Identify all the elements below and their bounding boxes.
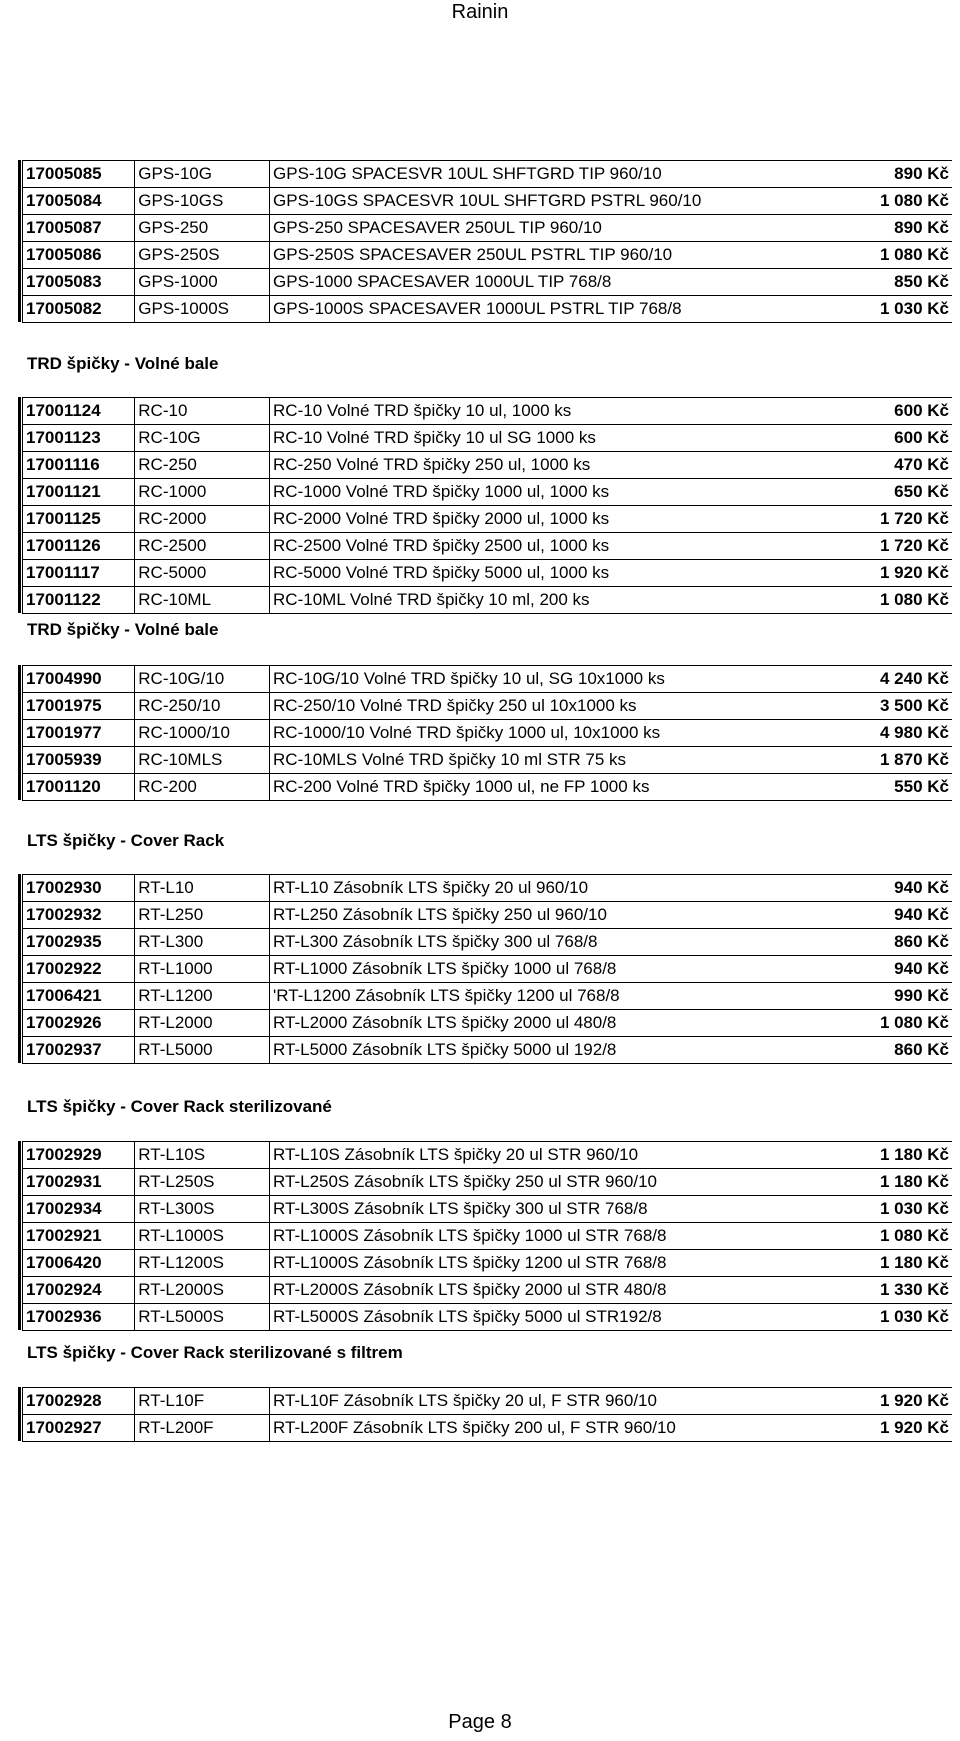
section-title: TRD špičky - Volné bale <box>27 620 219 639</box>
item-description: GPS-10G SPACESVR 10UL SHFTGRD TIP 960/10 <box>270 161 843 188</box>
table-left-rule <box>18 397 26 613</box>
catalog-number: RC-250/10 <box>135 693 270 720</box>
table-row <box>23 452 953 479</box>
item-description: RT-L5000 Zásobník LTS špičky 5000 ul 192/8 <box>270 1037 843 1064</box>
price-table <box>22 397 952 614</box>
item-code: 17002934 <box>23 1196 135 1223</box>
item-code: 17002931 <box>23 1169 135 1196</box>
item-price: 890 Kč <box>843 215 952 242</box>
item-code: 17001126 <box>23 533 135 560</box>
item-price: 1 870 Kč <box>843 747 952 774</box>
table-row <box>23 902 953 929</box>
item-description: RT-L1000 Zásobník LTS špičky 1000 ul 768/8 <box>270 956 843 983</box>
item-price: 1 030 Kč <box>843 296 952 323</box>
item-price: 1 030 Kč <box>843 1304 952 1331</box>
item-description: RT-L1000S Zásobník LTS špičky 1200 ul STR 768/8 <box>270 1250 843 1277</box>
item-code: 17002926 <box>23 1010 135 1037</box>
item-code: 17002927 <box>23 1415 135 1442</box>
catalog-number: RT-L1000S <box>135 1223 270 1250</box>
item-price: 1 920 Kč <box>843 1388 952 1415</box>
item-code: 17001116 <box>23 452 135 479</box>
table-row <box>23 1169 953 1196</box>
item-description: RC-200 Volné TRD špičky 1000 ul, ne FP 1000 ks <box>270 774 843 801</box>
table-row <box>23 666 953 693</box>
item-price: 860 Kč <box>843 1037 952 1064</box>
item-code: 17005086 <box>23 242 135 269</box>
section-title: TRD špičky - Volné bale <box>27 354 219 373</box>
item-code: 17002929 <box>23 1142 135 1169</box>
table-row <box>23 1142 953 1169</box>
item-description: RC-10ML Volné TRD špičky 10 ml, 200 ks <box>270 587 843 614</box>
page-header: Rainin <box>451 1 509 23</box>
item-price: 860 Kč <box>843 929 952 956</box>
table-row <box>23 398 953 425</box>
item-description: 'RT-L1200 Zásobník LTS špičky 1200 ul 768/8 <box>270 983 843 1010</box>
item-price: 1 080 Kč <box>843 1223 952 1250</box>
item-price: 1 920 Kč <box>843 1415 952 1442</box>
table-row <box>23 875 953 902</box>
item-code: 17005939 <box>23 747 135 774</box>
catalog-number: RT-L1200S <box>135 1250 270 1277</box>
section-title: LTS špičky - Cover Rack sterilizované s filtrem <box>27 1343 403 1362</box>
item-description: RT-L250S Zásobník LTS špičky 250 ul STR 960/10 <box>270 1169 843 1196</box>
catalog-number: GPS-10G <box>135 161 270 188</box>
item-price: 1 080 Kč <box>843 188 952 215</box>
price-table <box>22 1387 952 1442</box>
table-row <box>23 1277 953 1304</box>
item-description: GPS-10GS SPACESVR 10UL SHFTGRD PSTRL 960/10 <box>270 188 843 215</box>
catalog-number: RC-200 <box>135 774 270 801</box>
price-table <box>22 665 952 801</box>
item-description: RC-2500 Volné TRD špičky 2500 ul, 1000 ks <box>270 533 843 560</box>
table-row <box>23 1196 953 1223</box>
table-row <box>23 929 953 956</box>
item-description: RT-L2000 Zásobník LTS špičky 2000 ul 480/8 <box>270 1010 843 1037</box>
catalog-number: RT-L250S <box>135 1169 270 1196</box>
catalog-number: RC-10 <box>135 398 270 425</box>
item-price: 1 720 Kč <box>843 506 952 533</box>
table-left-rule <box>18 665 26 800</box>
table-row <box>23 269 953 296</box>
item-price: 940 Kč <box>843 956 952 983</box>
catalog-number: RC-1000 <box>135 479 270 506</box>
catalog-number: RT-L2000S <box>135 1277 270 1304</box>
table-left-rule <box>18 1387 26 1441</box>
item-description: RT-L1000S Zásobník LTS špičky 1000 ul STR 768/8 <box>270 1223 843 1250</box>
item-description: RC-250/10 Volné TRD špičky 250 ul 10x1000 ks <box>270 693 843 720</box>
item-price: 1 180 Kč <box>843 1250 952 1277</box>
table-row <box>23 296 953 323</box>
item-price: 600 Kč <box>843 398 952 425</box>
catalog-number: RC-10ML <box>135 587 270 614</box>
catalog-number: GPS-1000 <box>135 269 270 296</box>
item-code: 17002930 <box>23 875 135 902</box>
item-price: 4 980 Kč <box>843 720 952 747</box>
item-description: GPS-1000 SPACESAVER 1000UL TIP 768/8 <box>270 269 843 296</box>
table-row <box>23 693 953 720</box>
section-title: LTS špičky - Cover Rack sterilizované <box>27 1097 332 1116</box>
table-row <box>23 774 953 801</box>
table-row <box>23 479 953 506</box>
catalog-number: RC-5000 <box>135 560 270 587</box>
item-description: RC-2000 Volné TRD špičky 2000 ul, 1000 ks <box>270 506 843 533</box>
table-row <box>23 587 953 614</box>
catalog-number: RT-L10S <box>135 1142 270 1169</box>
item-description: RT-L250 Zásobník LTS špičky 250 ul 960/10 <box>270 902 843 929</box>
catalog-number: RC-10G <box>135 425 270 452</box>
item-description: GPS-250S SPACESAVER 250UL PSTRL TIP 960/10 <box>270 242 843 269</box>
table-row <box>23 215 953 242</box>
item-code: 17005083 <box>23 269 135 296</box>
item-code: 17001975 <box>23 693 135 720</box>
item-description: RC-1000/10 Volné TRD špičky 1000 ul, 10x1000 ks <box>270 720 843 747</box>
item-description: RT-L5000S Zásobník LTS špičky 5000 ul STR192/8 <box>270 1304 843 1331</box>
item-price: 1 920 Kč <box>843 560 952 587</box>
catalog-number: GPS-10GS <box>135 188 270 215</box>
table-row <box>23 188 953 215</box>
item-price: 4 240 Kč <box>843 666 952 693</box>
item-price: 1 080 Kč <box>843 242 952 269</box>
item-description: RC-250 Volné TRD špičky 250 ul, 1000 ks <box>270 452 843 479</box>
table-left-rule <box>18 1141 26 1330</box>
item-description: RT-L10S Zásobník LTS špičky 20 ul STR 960/10 <box>270 1142 843 1169</box>
item-price: 1 080 Kč <box>843 1010 952 1037</box>
table-row <box>23 560 953 587</box>
item-price: 1 180 Kč <box>843 1142 952 1169</box>
catalog-number: RT-L2000 <box>135 1010 270 1037</box>
table-row <box>23 161 953 188</box>
item-code: 17006421 <box>23 983 135 1010</box>
table-row <box>23 533 953 560</box>
item-description: GPS-250 SPACESAVER 250UL TIP 960/10 <box>270 215 843 242</box>
item-price: 1 180 Kč <box>843 1169 952 1196</box>
table-row <box>23 1388 953 1415</box>
table-row <box>23 1037 953 1064</box>
catalog-number: GPS-1000S <box>135 296 270 323</box>
catalog-number: RC-2000 <box>135 506 270 533</box>
table-row <box>23 720 953 747</box>
table-row <box>23 242 953 269</box>
item-price: 1 330 Kč <box>843 1277 952 1304</box>
item-code: 17005084 <box>23 188 135 215</box>
item-code: 17002928 <box>23 1388 135 1415</box>
item-code: 17002935 <box>23 929 135 956</box>
item-code: 17005085 <box>23 161 135 188</box>
item-price: 940 Kč <box>843 875 952 902</box>
catalog-number: RC-2500 <box>135 533 270 560</box>
table-row <box>23 1304 953 1331</box>
item-code: 17001124 <box>23 398 135 425</box>
item-description: RC-10 Volné TRD špičky 10 ul SG 1000 ks <box>270 425 843 452</box>
catalog-number: RC-10MLS <box>135 747 270 774</box>
table-row <box>23 956 953 983</box>
item-price: 1 720 Kč <box>843 533 952 560</box>
item-code: 17002922 <box>23 956 135 983</box>
item-price: 1 080 Kč <box>843 587 952 614</box>
item-price: 470 Kč <box>843 452 952 479</box>
table-row <box>23 983 953 1010</box>
item-price: 890 Kč <box>843 161 952 188</box>
item-code: 17002937 <box>23 1037 135 1064</box>
item-price: 550 Kč <box>843 774 952 801</box>
catalog-number: RT-L250 <box>135 902 270 929</box>
item-code: 17004990 <box>23 666 135 693</box>
item-code: 17001122 <box>23 587 135 614</box>
item-description: RC-10 Volné TRD špičky 10 ul, 1000 ks <box>270 398 843 425</box>
item-code: 17005082 <box>23 296 135 323</box>
item-description: GPS-1000S SPACESAVER 1000UL PSTRL TIP 768/8 <box>270 296 843 323</box>
price-table <box>22 160 952 323</box>
catalog-number: RC-10G/10 <box>135 666 270 693</box>
price-table <box>22 874 952 1064</box>
catalog-number: RT-L10F <box>135 1388 270 1415</box>
item-code: 17006420 <box>23 1250 135 1277</box>
item-code: 17002932 <box>23 902 135 929</box>
catalog-number: RT-L5000S <box>135 1304 270 1331</box>
item-code: 17001977 <box>23 720 135 747</box>
catalog-number: GPS-250 <box>135 215 270 242</box>
catalog-number: RC-250 <box>135 452 270 479</box>
item-description: RC-5000 Volné TRD špičky 5000 ul, 1000 ks <box>270 560 843 587</box>
item-code: 17001123 <box>23 425 135 452</box>
item-code: 17001121 <box>23 479 135 506</box>
table-row <box>23 1010 953 1037</box>
catalog-number: RT-L300S <box>135 1196 270 1223</box>
catalog-number: RT-L1200 <box>135 983 270 1010</box>
item-code: 17001117 <box>23 560 135 587</box>
item-description: RT-L10F Zásobník LTS špičky 20 ul, F STR 960/10 <box>270 1388 843 1415</box>
item-price: 990 Kč <box>843 983 952 1010</box>
table-row <box>23 1223 953 1250</box>
item-price: 600 Kč <box>843 425 952 452</box>
item-code: 17002924 <box>23 1277 135 1304</box>
catalog-number: RT-L200F <box>135 1415 270 1442</box>
item-price: 1 030 Kč <box>843 1196 952 1223</box>
item-code: 17002936 <box>23 1304 135 1331</box>
item-description: RT-L300S Zásobník LTS špičky 300 ul STR 768/8 <box>270 1196 843 1223</box>
catalog-number: RT-L1000 <box>135 956 270 983</box>
item-price: 940 Kč <box>843 902 952 929</box>
catalog-number: RT-L5000 <box>135 1037 270 1064</box>
item-description: RT-L10 Zásobník LTS špičky 20 ul 960/10 <box>270 875 843 902</box>
table-row <box>23 747 953 774</box>
item-description: RC-10MLS Volné TRD špičky 10 ml STR 75 ks <box>270 747 843 774</box>
item-code: 17002921 <box>23 1223 135 1250</box>
item-code: 17001125 <box>23 506 135 533</box>
table-row <box>23 425 953 452</box>
table-row <box>23 506 953 533</box>
page-footer: Page 8 <box>448 1711 512 1733</box>
price-table <box>22 1141 952 1331</box>
table-row <box>23 1415 953 1442</box>
catalog-number: RT-L300 <box>135 929 270 956</box>
table-left-rule <box>18 160 26 322</box>
item-description: RT-L2000S Zásobník LTS špičky 2000 ul STR 480/8 <box>270 1277 843 1304</box>
item-price: 650 Kč <box>843 479 952 506</box>
item-description: RC-1000 Volné TRD špičky 1000 ul, 1000 ks <box>270 479 843 506</box>
catalog-number: RT-L10 <box>135 875 270 902</box>
catalog-number: RC-1000/10 <box>135 720 270 747</box>
item-price: 3 500 Kč <box>843 693 952 720</box>
item-description: RT-L200F Zásobník LTS špičky 200 ul, F STR 960/10 <box>270 1415 843 1442</box>
item-description: RC-10G/10 Volné TRD špičky 10 ul, SG 10x1000 ks <box>270 666 843 693</box>
section-title: LTS špičky - Cover Rack <box>27 831 225 850</box>
item-price: 850 Kč <box>843 269 952 296</box>
item-code: 17005087 <box>23 215 135 242</box>
item-description: RT-L300 Zásobník LTS špičky 300 ul 768/8 <box>270 929 843 956</box>
table-left-rule <box>18 874 26 1063</box>
item-code: 17001120 <box>23 774 135 801</box>
catalog-number: GPS-250S <box>135 242 270 269</box>
table-row <box>23 1250 953 1277</box>
